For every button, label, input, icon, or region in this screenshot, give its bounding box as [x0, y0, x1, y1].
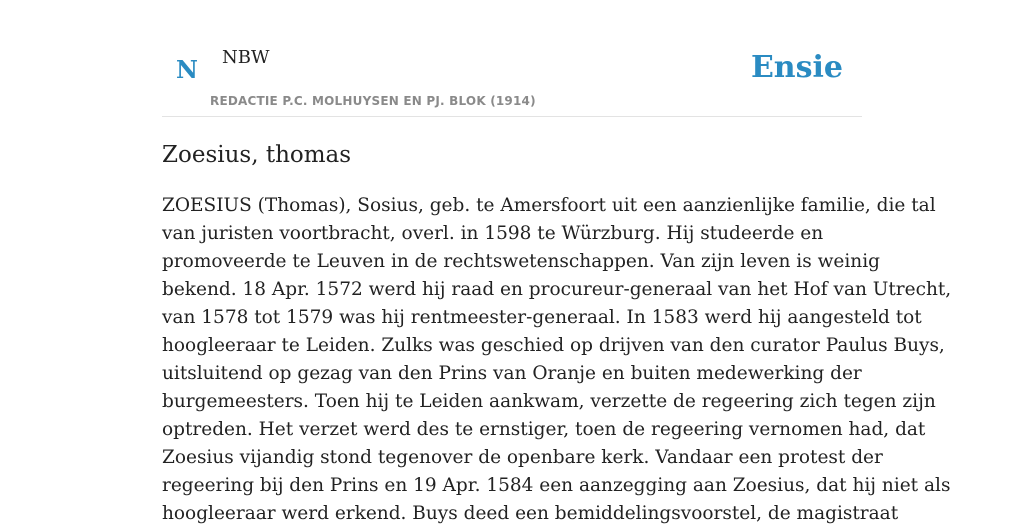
body-line: optreden. Het verzet werd des te ernstiger, toen de regeering vernomen had, dat [162, 419, 926, 440]
article-body [162, 192, 952, 528]
body-line: hoogleeraar werd erkend. Buys deed een bemiddelingsvoorstel, de magistraat [162, 503, 899, 524]
body-line: promoveerde te Leuven in de rechtswetenschappen. Van zijn leven is weinig [162, 251, 880, 272]
body-line: van 1578 tot 1579 was hij rentmeester-generaal. In 1583 werd hij aangesteld tot [162, 307, 922, 328]
body-line: van juristen voortbracht, overl. in 1598 te Würzburg. Hij studeerde en [162, 223, 824, 244]
article-title: Zoesius, thomas [162, 142, 352, 168]
brand-logo[interactable]: Ensie [750, 50, 843, 85]
body-line: regeering bij den Prins en 19 Apr. 1584 een aanzegging aan Zoesius, dat hij niet als [162, 475, 951, 496]
body-line: bekend. 18 Apr. 1572 werd hij raad en procureur-generaal van het Hof van Utrecht, [162, 279, 952, 300]
body-line: ZOESIUS (Thomas), Sosius, geb. te Amersfoort uit een aanzienlijke familie, die tal [162, 195, 936, 216]
source-subtitle: REDACTIE P.C. MOLHUYSEN EN PJ. BLOK (1914) [210, 94, 536, 108]
body-line: hoogleeraar te Leiden. Zulks was geschied op drijven van den curator Paulus Buys, [162, 335, 945, 356]
source-name[interactable]: NBW [222, 47, 270, 68]
body-line: uitsluitend op gezag van den Prins van Oranje en buiten medewerking der [162, 363, 862, 384]
body-line: Zoesius vijandig stond tegenover de openbare kerk. Vandaar een protest der [162, 447, 883, 468]
source-logo[interactable]: N [176, 55, 198, 84]
body-line: burgemeesters. Toen hij te Leiden aankwam, verzette de regeering zich tegen zijn [162, 391, 936, 412]
site-header [162, 0, 862, 117]
